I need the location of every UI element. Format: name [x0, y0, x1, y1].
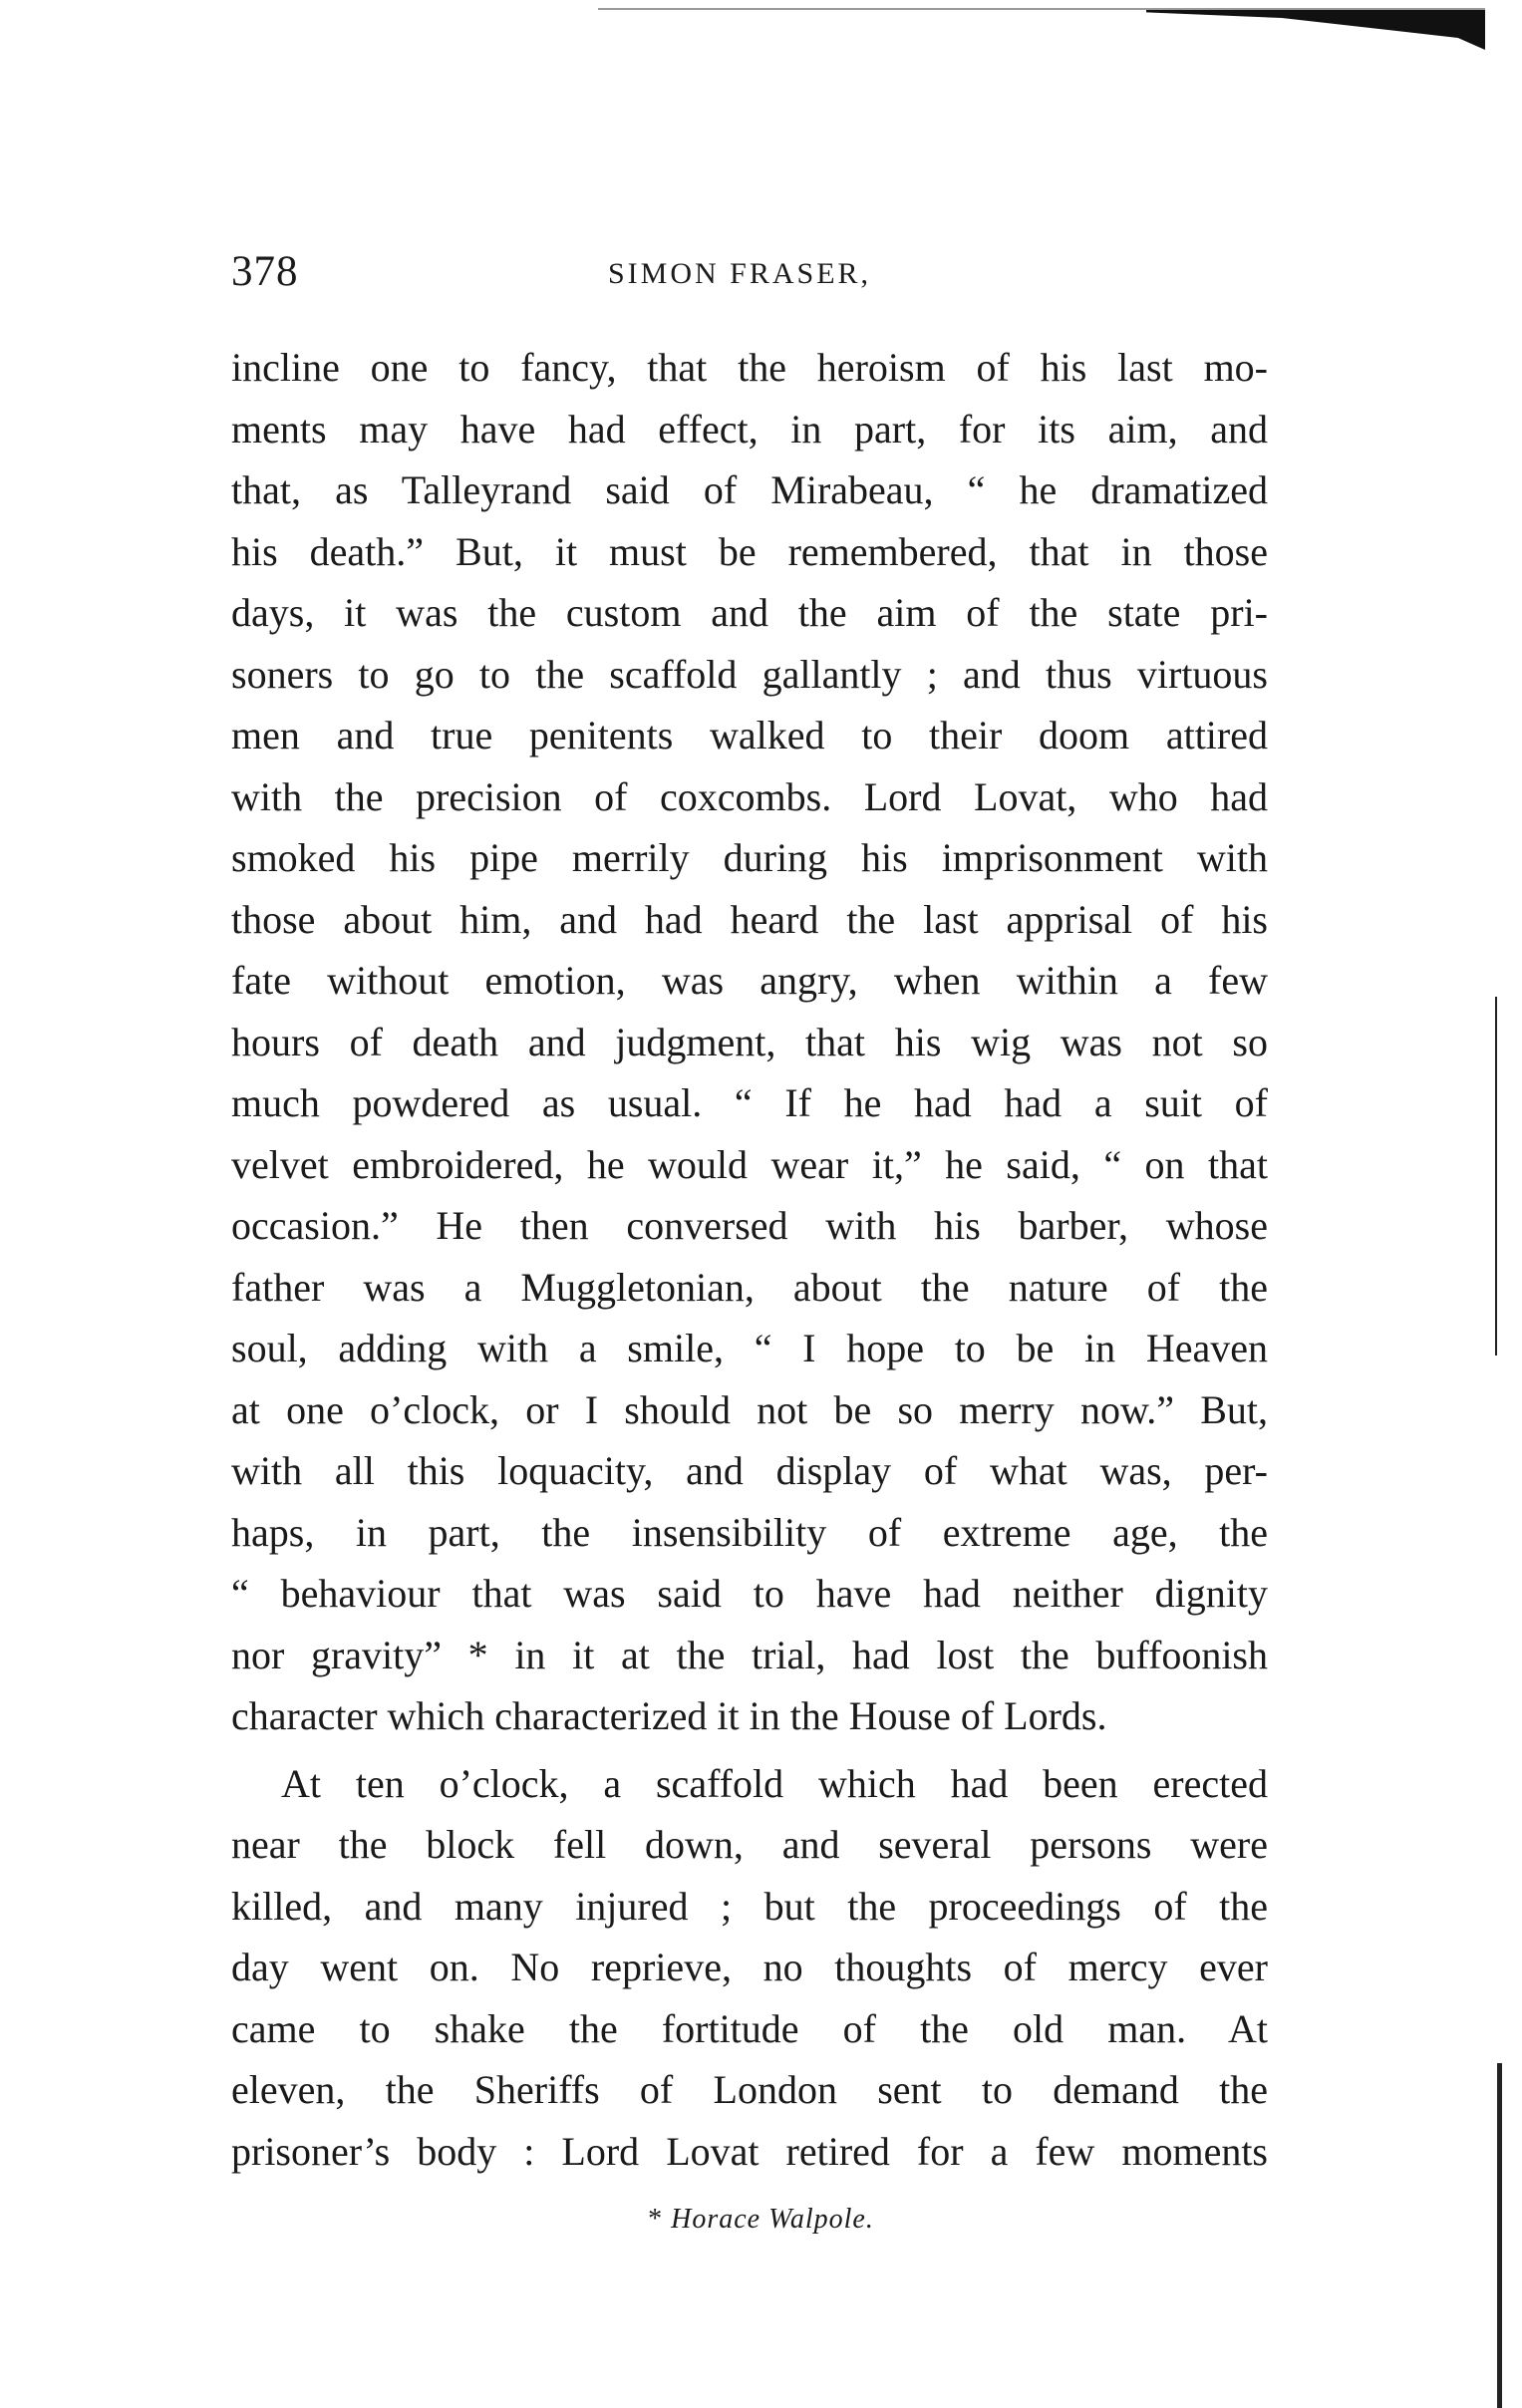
- text-line: near the block fell down, and several persons were: [231, 1822, 1268, 1867]
- page-header: [231, 247, 1278, 307]
- text-line: killed, and many injured ; but the proceedings of the: [231, 1883, 1268, 1929]
- footnote-marker: *: [648, 2204, 664, 2235]
- margin-mark: [1495, 1146, 1497, 1246]
- text-line: hours of death and judgment, that his wig was not so: [231, 1019, 1268, 1064]
- text-line: with all this loquacity, and display of what was, per-: [231, 1448, 1268, 1493]
- text-line: that, as Talleyrand said of Mirabeau, “ he dramatized: [231, 467, 1268, 512]
- text-line: at one o’clock, or I should not be so merry now.” But,: [231, 1386, 1268, 1432]
- text-line: his death.” But, it must be remembered, that in those: [231, 528, 1268, 574]
- text-line: At ten o’clock, a scaffold which had been erected: [281, 1760, 1268, 1806]
- text-line: those about him, and had heard the last apprisal of his: [231, 896, 1268, 942]
- text-line: came to shake the fortitude of the old man. At: [231, 2005, 1268, 2051]
- text-line: day went on. No reprieve, no thoughts of mercy ever: [231, 1945, 1268, 1989]
- text-line: soul, adding with a smile, “ I hope to be in Heaven: [231, 1326, 1268, 1370]
- text-line: soners to go to the scaffold gallantly ; and thus virtuous: [231, 651, 1268, 697]
- text-line: men and true penitents walked to their doom attired: [231, 713, 1268, 757]
- text-line: father was a Muggletonian, about the nature of the: [231, 1264, 1268, 1310]
- text-line: haps, in part, the insensibility of extreme age, the: [231, 1509, 1268, 1555]
- text-line: much powdered as usual. “ If he had had a suit of: [231, 1080, 1268, 1125]
- text-line: occasion.” He then conversed with his barber, whose: [231, 1203, 1268, 1248]
- text-line: smoked his pipe merrily during his imprisonment with: [231, 835, 1268, 880]
- paragraph: [231, 337, 1268, 1747]
- footnote-text: Horace Walpole.: [671, 2204, 874, 2235]
- text-line: fate without emotion, was angry, when within a few: [231, 958, 1268, 1003]
- text-line: “ behaviour that was said to have had neither dignity: [231, 1571, 1268, 1616]
- text-line: prisoner’s body : Lord Lovat retired for a few moments: [231, 2128, 1268, 2174]
- running-title: SIMON FRASER,: [608, 257, 872, 290]
- text-line: days, it was the custom and the aim of the state pri-: [231, 590, 1268, 635]
- text-line: eleven, the Sheriffs of London sent to demand the: [231, 2067, 1268, 2112]
- text-line: incline one to fancy, that the heroism of his last mo-: [231, 345, 1268, 390]
- text-line: velvet embroidered, he would wear it,” he said, “ on that: [231, 1141, 1268, 1187]
- margin-mark: [1497, 2063, 1502, 2408]
- text-line: with the precision of coxcombs. Lord Lovat, who had: [231, 773, 1268, 819]
- text-line: character which characterized it in the House of Lords.: [231, 1693, 1107, 1738]
- body-text: [231, 337, 1268, 2182]
- text-line: nor gravity” * in it at the trial, had lost the buffoonish: [231, 1632, 1268, 1677]
- text-line: ments may have had effect, in part, for its aim, and: [231, 406, 1268, 452]
- paragraph: [231, 1753, 1268, 2183]
- footnote: [0, 2204, 1522, 2236]
- page-number: 378: [231, 248, 299, 295]
